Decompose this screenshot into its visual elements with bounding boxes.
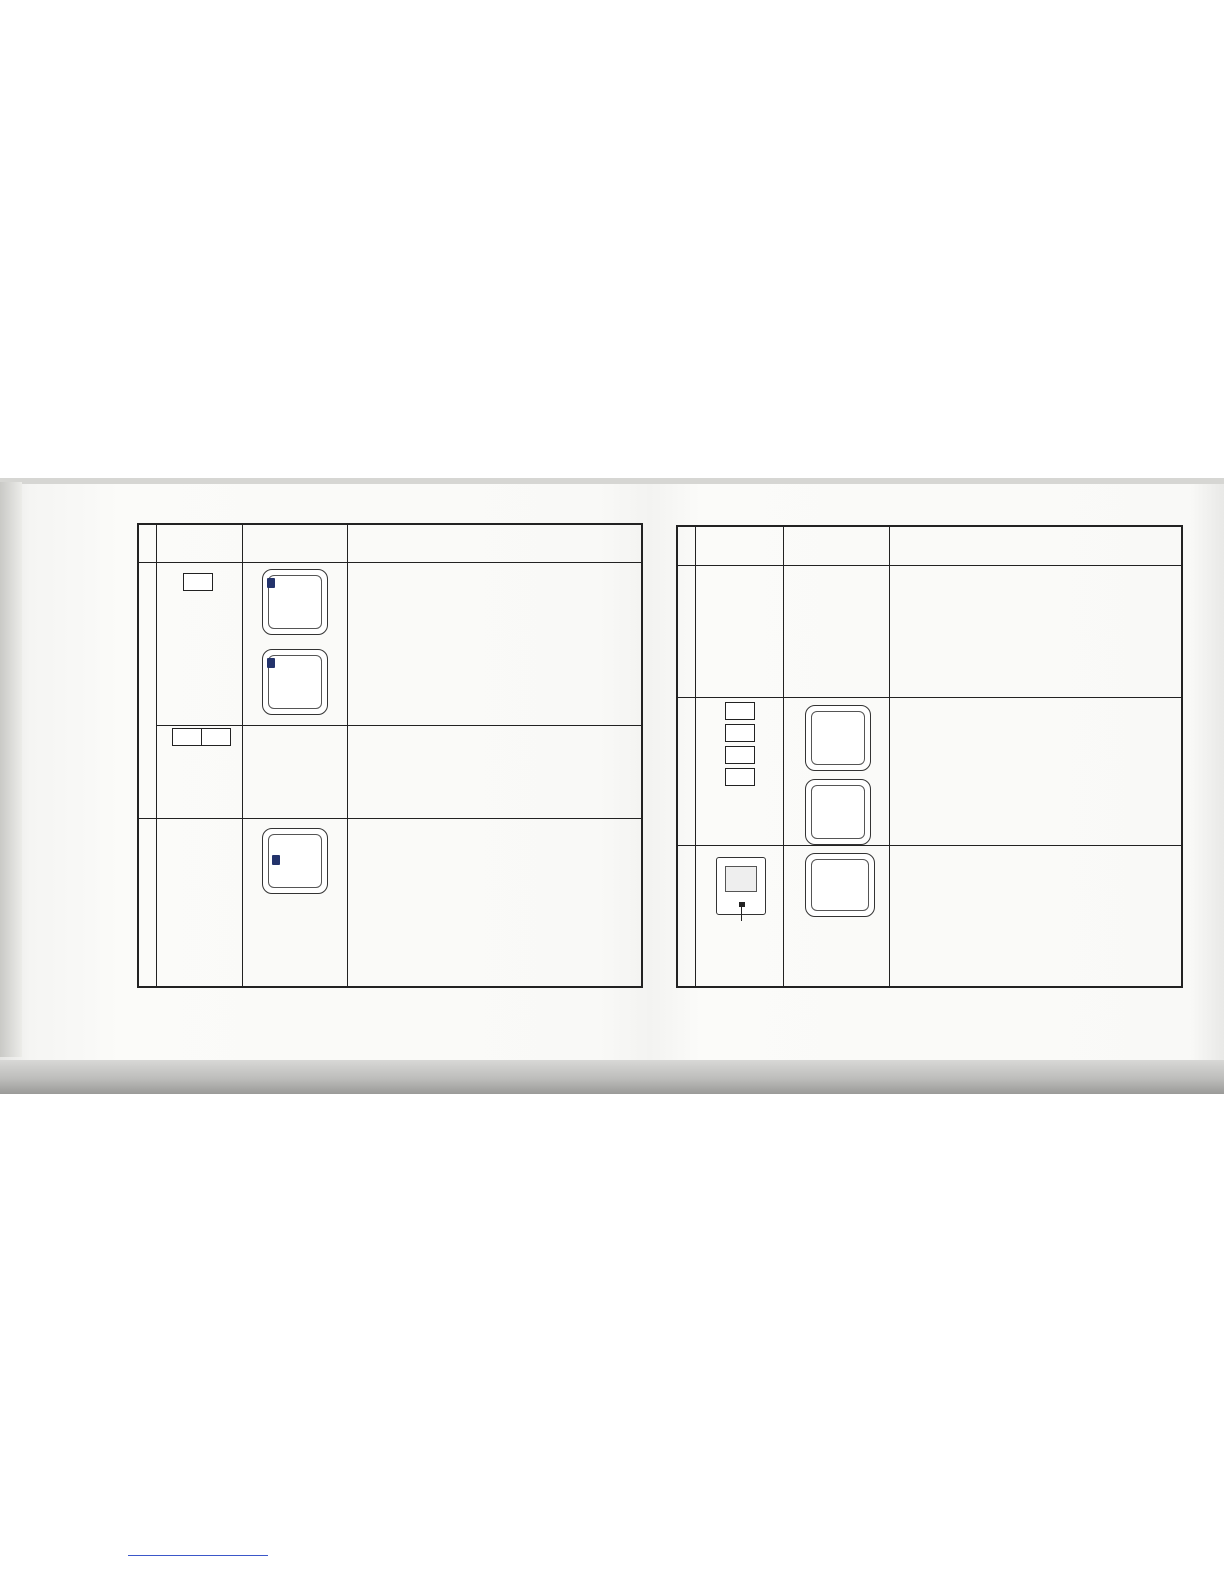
cursor-keys-column	[698, 702, 782, 792]
page-edge-top	[0, 478, 1224, 484]
down-arrow-key	[725, 768, 755, 786]
page-edge-shadow	[0, 1060, 1224, 1094]
right-arrow-key	[725, 724, 755, 742]
watch-display-empty	[262, 828, 328, 894]
left-right-keys	[172, 728, 231, 750]
left-table	[137, 523, 643, 988]
page-spine	[0, 482, 22, 1057]
watch-display-sei	[805, 705, 871, 771]
right-arrow-key	[172, 728, 202, 746]
cursor-blink-icon	[267, 658, 275, 668]
right-table	[676, 525, 1183, 988]
watch-display-hattori	[262, 649, 328, 715]
bottom-underline	[128, 1555, 268, 1556]
cursor-blink-icon	[267, 578, 275, 588]
watch-display-time-calendar	[805, 853, 875, 917]
left-arrow-key	[725, 702, 755, 720]
up-arrow-key	[183, 573, 213, 591]
watch-display-service-center	[262, 569, 328, 635]
watch-display-seik	[805, 779, 871, 845]
button-b-pointer	[741, 905, 742, 921]
up-arrow-key	[725, 746, 755, 764]
left-arrow-key	[201, 728, 231, 746]
cursor-blink-icon	[272, 855, 280, 865]
